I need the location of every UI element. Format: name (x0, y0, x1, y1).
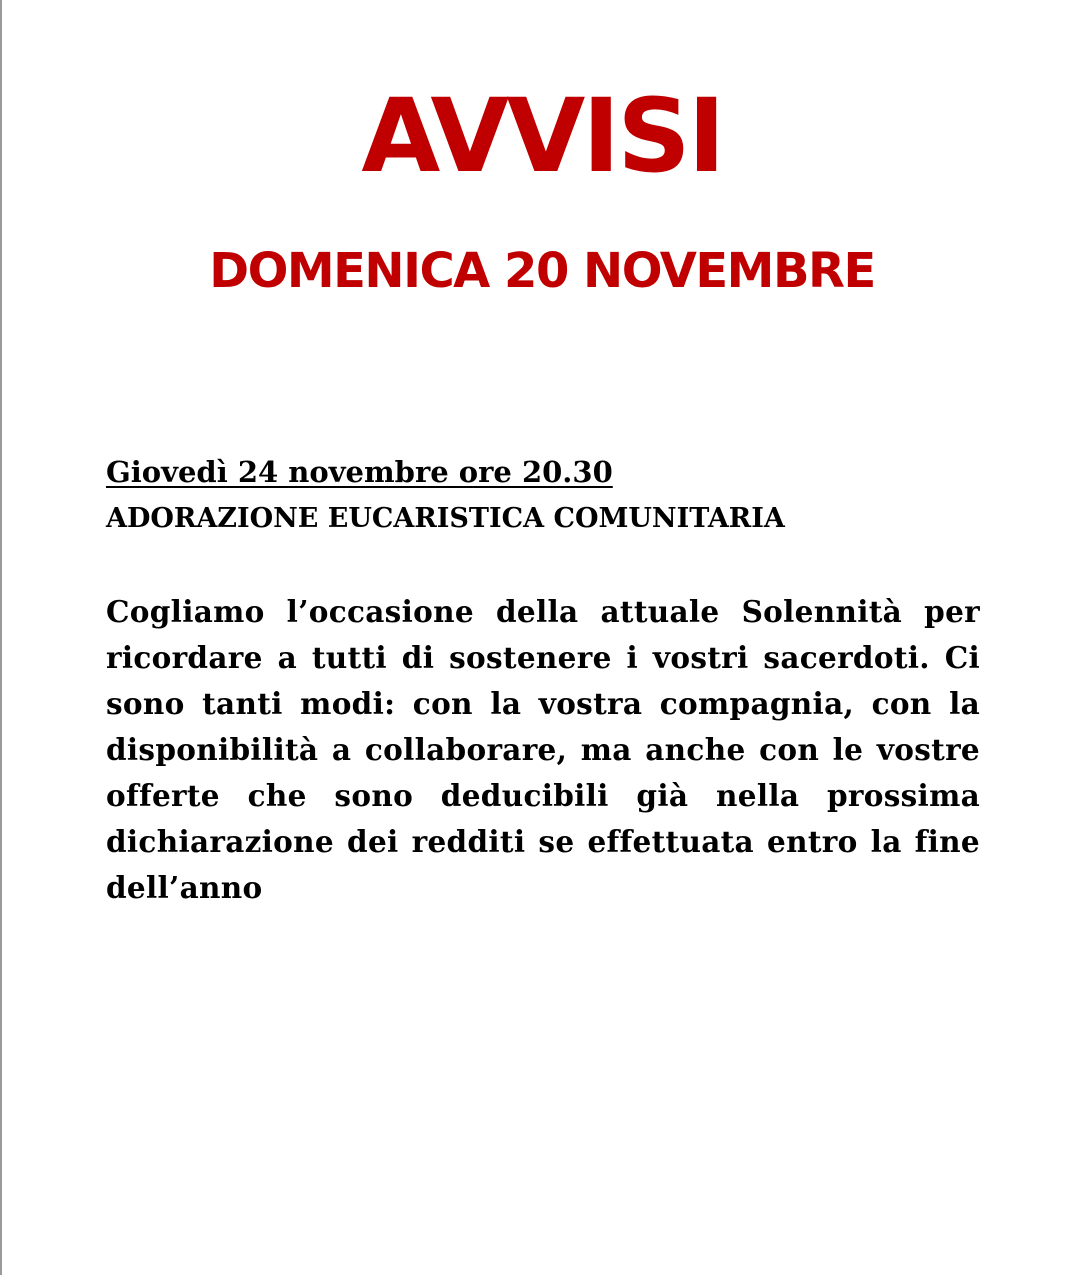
event-date-time: Giovedì 24 novembre ore 20.30 (106, 455, 613, 489)
date-heading: DOMENICA 20 NOVEMBRE (209, 243, 875, 299)
event-title: ADORAZIONE EUCARISTICA COMUNITARIA (106, 503, 785, 534)
page-title: AVVISI (361, 77, 723, 196)
notice-message: Cogliamo l’occasione della attuale Solennità per ricordare a tutti di sostenere i vostri sacerdoti. Ci sono tanti modi: con la vostra compagnia, con la disponibilità a collaborare, ma anche con le vostre offerte che sono deducibili già nella prossima dichiarazione dei redditi se effettuata entro la fine dell’anno (106, 594, 980, 905)
